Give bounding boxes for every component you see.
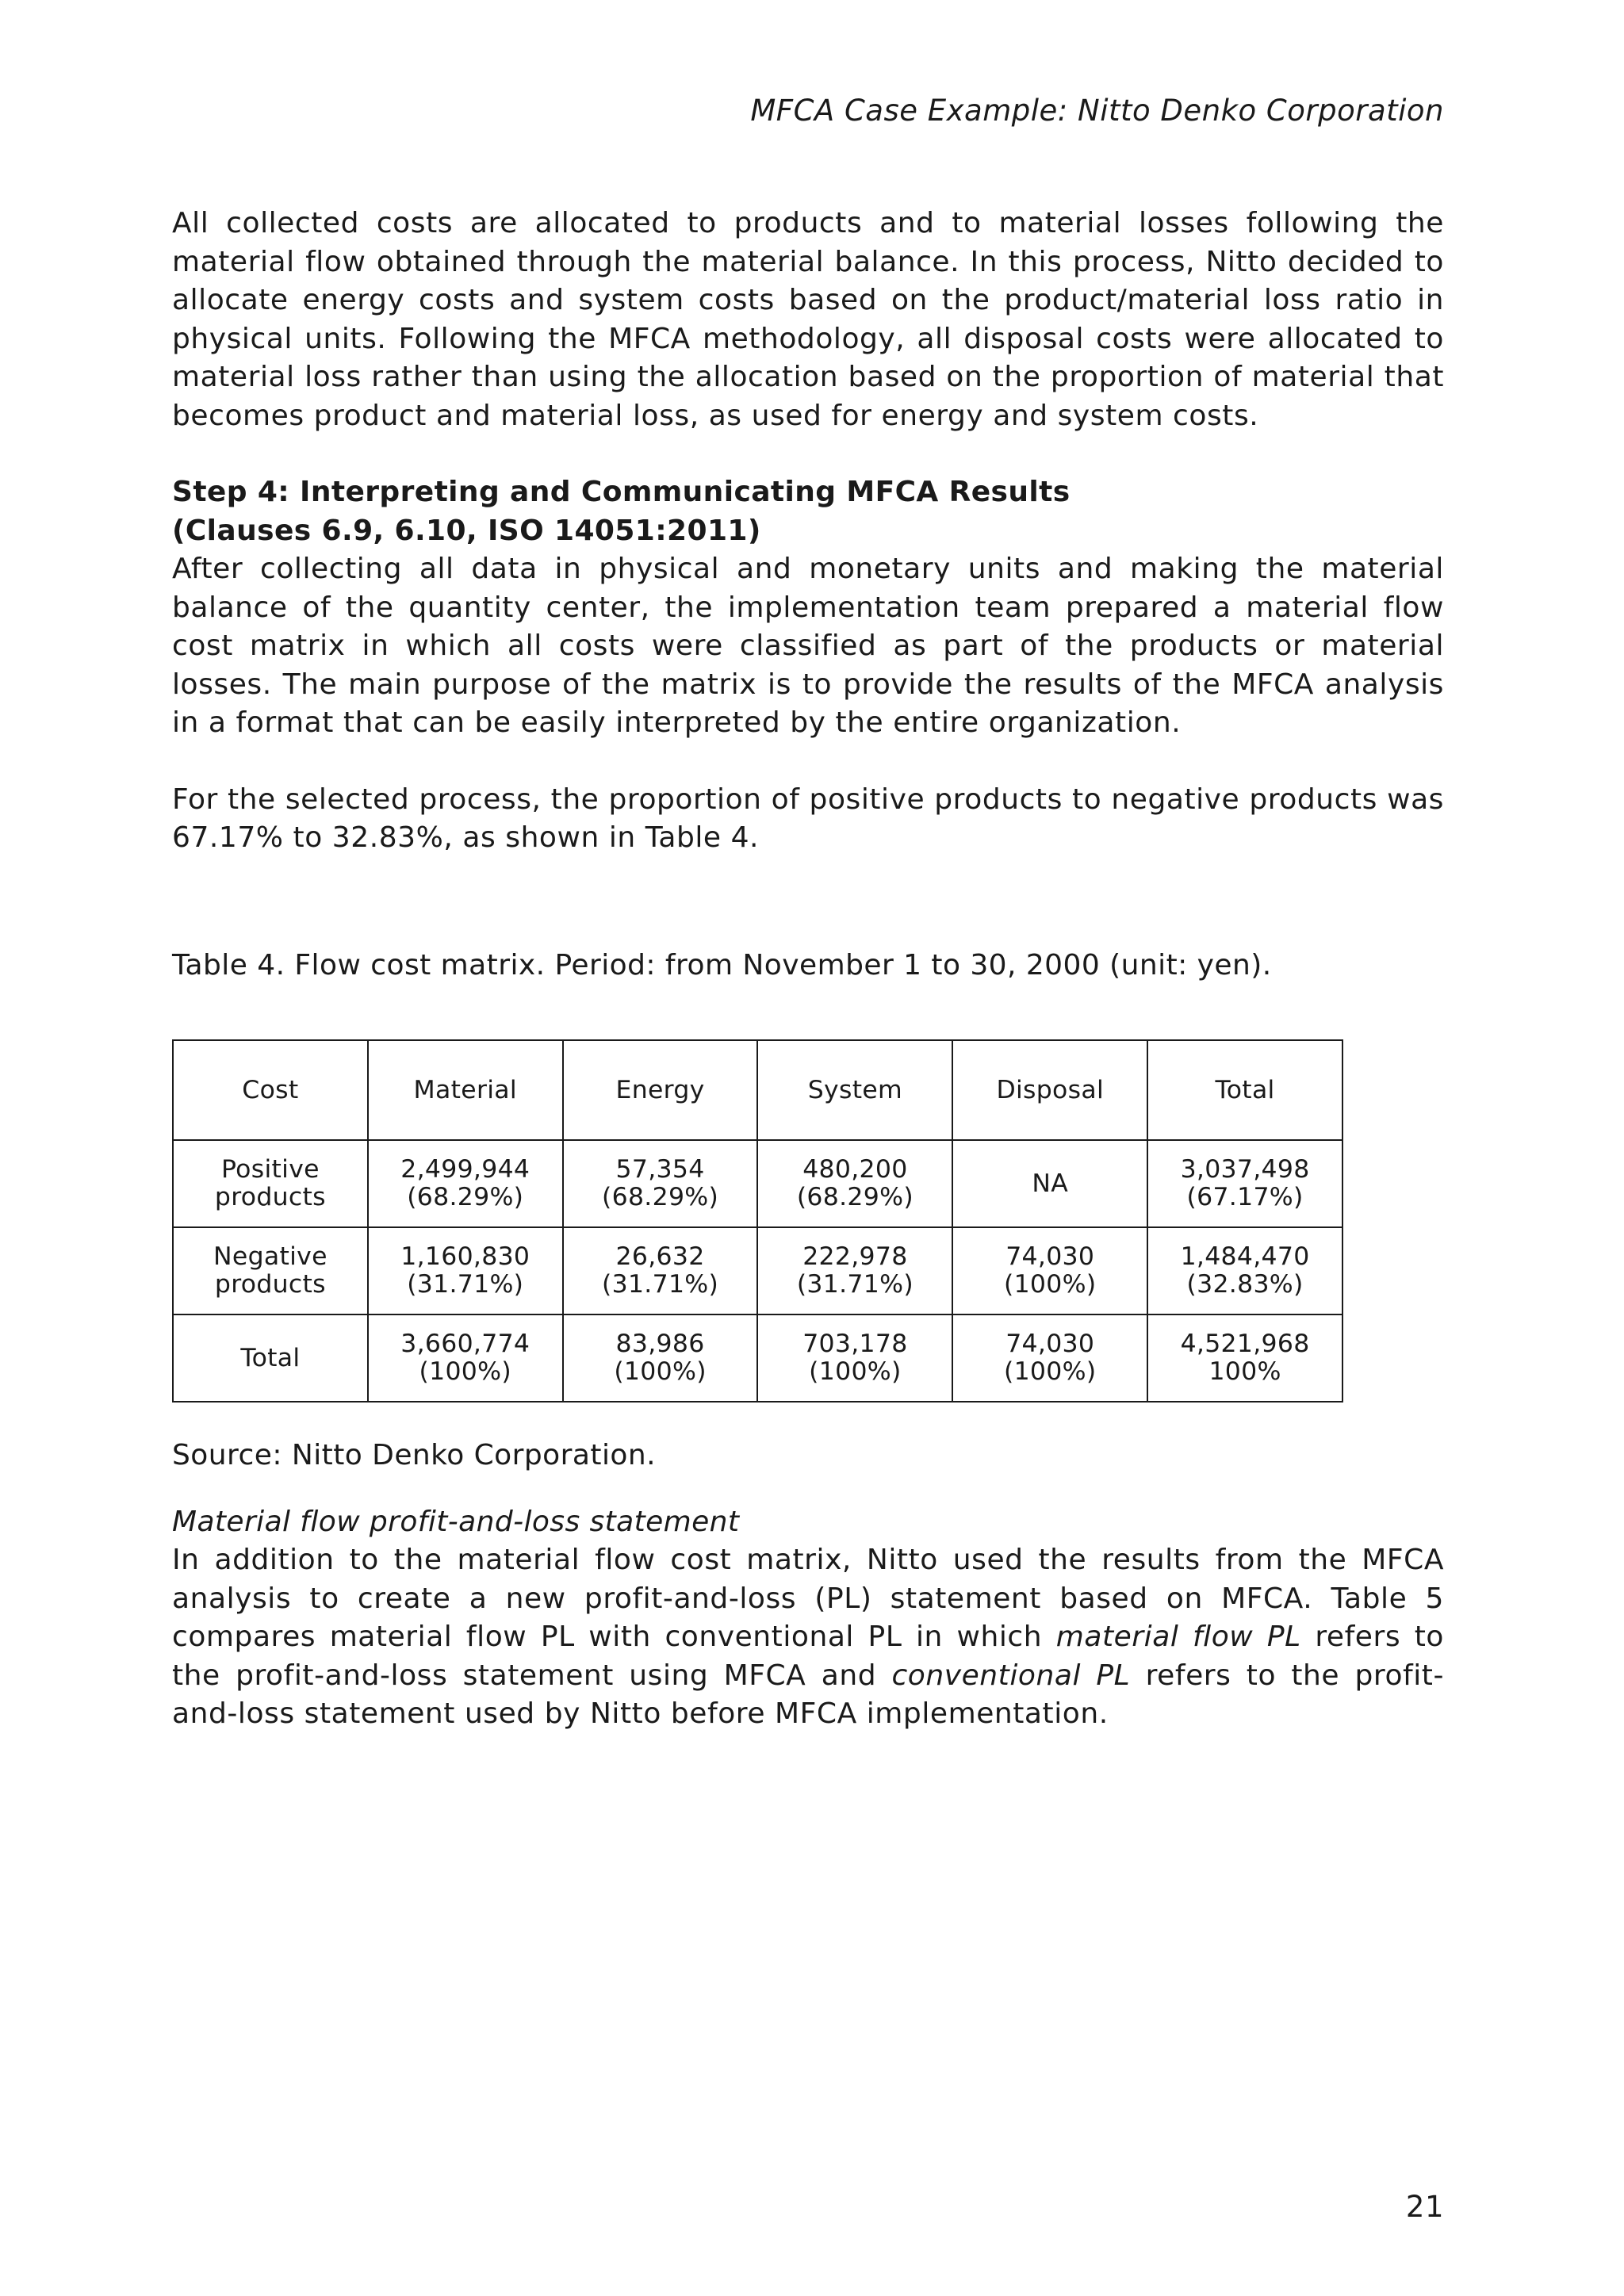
cell-value: 1,160,830 (400, 1242, 530, 1271)
cell-value: 2,499,944 (400, 1155, 530, 1184)
table-cell (757, 1140, 952, 1227)
pl-emphasis-conventional: conventional PL (891, 1659, 1131, 1692)
cell-share: (100%) (419, 1357, 511, 1386)
table-row-negative-products (173, 1227, 1342, 1314)
column-header-system: System (757, 1040, 952, 1140)
cell-value: 703,178 (802, 1330, 908, 1358)
cell-share: (100%) (1004, 1270, 1097, 1299)
column-header-cost: Cost (173, 1040, 368, 1140)
cell-share: (100%) (1004, 1357, 1097, 1386)
cell-share: (68.29%) (602, 1183, 719, 1211)
cell-share: (67.17%) (1186, 1183, 1304, 1211)
cell-share: (100%) (614, 1357, 707, 1386)
cell-value: 1,484,470 (1180, 1242, 1310, 1271)
table-caption: Table 4. Flow cost matrix. Period: from November 1 to 30, 2000 (unit: yen). (172, 948, 1272, 982)
column-header-total: Total (1147, 1040, 1342, 1140)
row-label-line1: Negative (213, 1242, 327, 1271)
cell-share: (68.29%) (796, 1183, 914, 1211)
column-header-disposal: Disposal (952, 1040, 1147, 1140)
row-label (173, 1314, 368, 1402)
cell-share: (31.71%) (796, 1270, 914, 1299)
table-cell (368, 1227, 563, 1314)
row-label-line2: products (214, 1270, 326, 1299)
cell-value: 3,660,774 (400, 1330, 530, 1358)
table-header-row (173, 1040, 1342, 1140)
column-header-energy: Energy (563, 1040, 758, 1140)
pl-paragraph (172, 1541, 1444, 1734)
column-header-material: Material (368, 1040, 563, 1140)
cell-share: 100% (1208, 1357, 1281, 1386)
table-cell (952, 1140, 1147, 1227)
step4-heading-line2: (Clauses 6.9, 6.10, ISO 14051:2011) (172, 514, 761, 547)
table-cell (757, 1227, 952, 1314)
table-cell (757, 1314, 952, 1402)
row-label (173, 1227, 368, 1314)
table-cell (952, 1314, 1147, 1402)
cell-value: 3,037,498 (1180, 1155, 1310, 1184)
page-number: 21 (1405, 2190, 1444, 2224)
cell-value: 4,521,968 (1180, 1330, 1310, 1358)
cell-share: (32.83%) (1186, 1270, 1304, 1299)
table-cell (563, 1227, 758, 1314)
table-cell (1147, 1314, 1342, 1402)
table-cell (368, 1314, 563, 1402)
pl-text-part1: In addition to the material flow cost matrix, Nitto used the results from the MFCA analysis to create a new profit-and-loss (PL) statement based on MFCA. Table 5 compares material flow PL with conventional PL in which (172, 1544, 1444, 1653)
pl-text-part3: refers to the profit-and-loss statement used by Nitto before MFCA implementation. (172, 1659, 1444, 1730)
pl-subheading: Material flow profit-and-loss statement (172, 1505, 740, 1538)
cell-share: (31.71%) (407, 1270, 524, 1299)
row-label-line1: Positive (220, 1155, 320, 1184)
running-header: MFCA Case Example: Nitto Denko Corporation (750, 94, 1444, 128)
cell-share: (68.29%) (407, 1183, 524, 1211)
step4-heading-line1: Step 4: Interpreting and Communicating MFCA Results (172, 476, 1071, 508)
cell-share: (100%) (809, 1357, 902, 1386)
table-cell (1147, 1140, 1342, 1227)
proportion-paragraph: For the selected process, the proportion of positive products to negative products was 67.17% to 32.83%, as shown in Table 4. (172, 783, 1444, 854)
cell-share: (31.71%) (602, 1270, 719, 1299)
pl-text-part2: refers to the profit-and-loss statement using MFCA and (172, 1621, 1444, 1692)
table-cell (952, 1227, 1147, 1314)
cell-value: 74,030 (1005, 1242, 1095, 1271)
cell-value: 222,978 (802, 1242, 908, 1271)
table-cell (1147, 1227, 1342, 1314)
row-label-line1: Total (240, 1343, 301, 1372)
intro-paragraph: All collected costs are allocated to products and to material losses following the material flow obtained through the material balance. In this process, Nitto decided to allocate energy costs and system costs based on the product/material loss ratio in physical units. Following the MFCA methodology, all disposal costs were allocated to material loss rather than using the allocation based on the proportion of material that becomes product and material loss, as used for energy and system costs. (172, 207, 1444, 432)
cell-value: NA (1032, 1169, 1069, 1198)
cell-value: 26,632 (615, 1242, 705, 1271)
cell-value: 57,354 (615, 1155, 705, 1184)
page-content (172, 205, 1444, 1734)
pl-emphasis-material-flow: material flow PL (1055, 1621, 1301, 1653)
table-cell (368, 1140, 563, 1227)
table-source: Source: Nitto Denko Corporation. (172, 1439, 657, 1471)
table-cell (563, 1140, 758, 1227)
row-label (173, 1140, 368, 1227)
step4-paragraph: After collecting all data in physical and monetary units and making the material balance of the quantity center, the implementation team prepared a material flow cost matrix in which all costs were classified as part of the products or material losses. The main purpose of the matrix is to provide the results of the MFCA analysis in a format that can be easily interpreted by the entire organization. (172, 553, 1444, 739)
row-label-line2: products (214, 1183, 326, 1211)
cell-value: 480,200 (802, 1155, 908, 1184)
table-row-total (173, 1314, 1342, 1402)
table-row-positive-products (173, 1140, 1342, 1227)
flow-cost-matrix-table (172, 1039, 1343, 1402)
cell-value: 74,030 (1005, 1330, 1095, 1358)
table-cell (563, 1314, 758, 1402)
cell-value: 83,986 (615, 1330, 705, 1358)
